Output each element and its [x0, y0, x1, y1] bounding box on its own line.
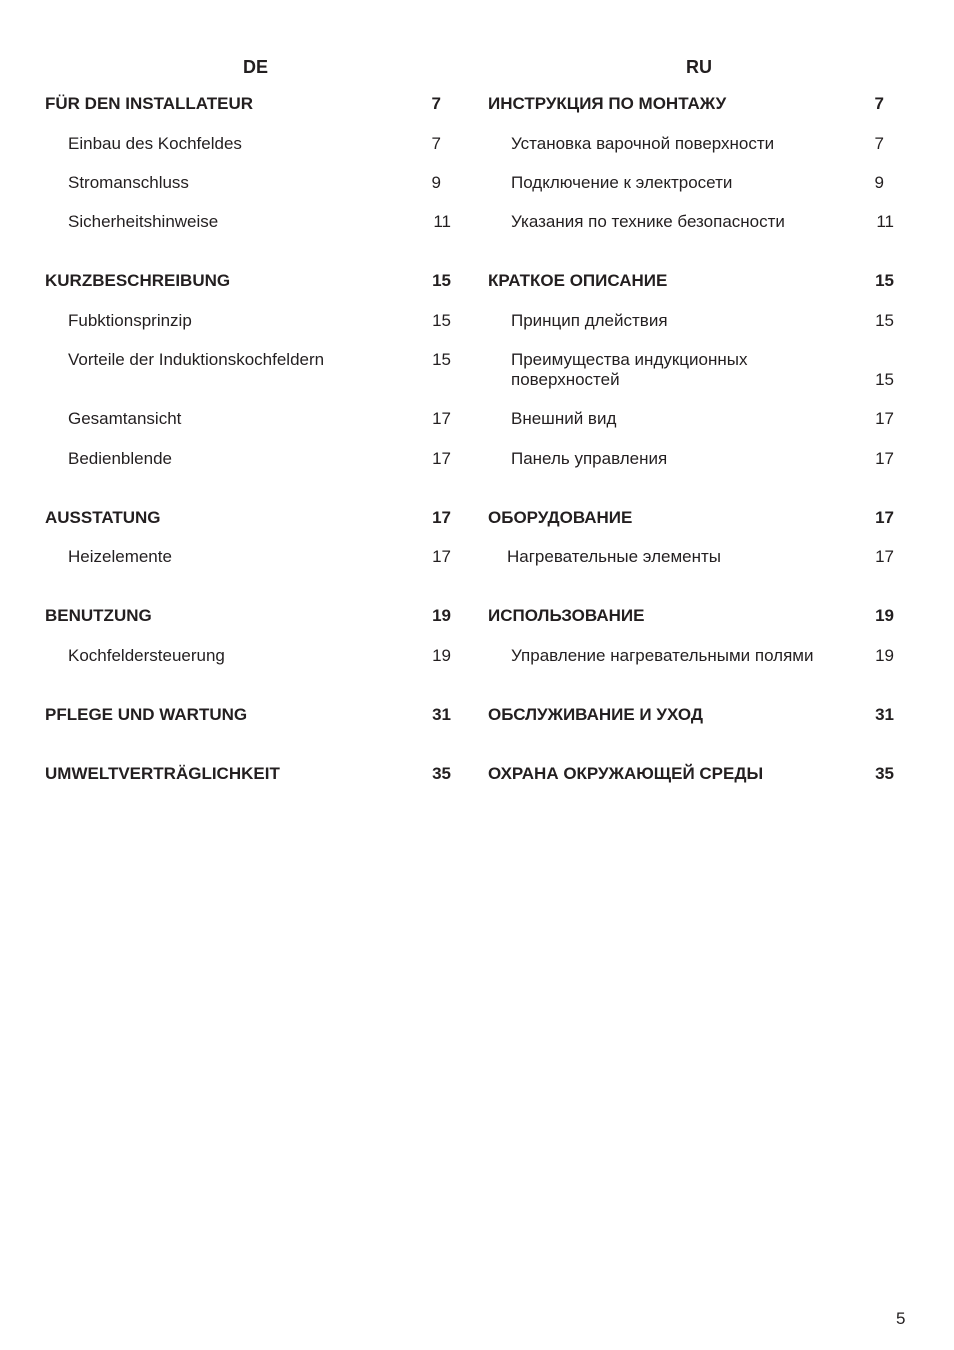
- toc-entry-label: Преимущества индукционных поверхностей: [511, 350, 748, 389]
- toc-entry-label: AUSSTATUNG: [45, 508, 161, 527]
- language-heading-de: DE: [243, 57, 269, 77]
- toc-entry-label: Внешний вид: [511, 409, 617, 428]
- toc-entry-page: 17: [875, 409, 894, 428]
- toc-entry-page: 31: [875, 705, 894, 724]
- toc-entry-page: 19: [875, 646, 894, 665]
- toc-entry-page: 7: [431, 134, 441, 153]
- toc-entry-label: Указания по технике безопасности: [511, 212, 785, 231]
- toc-entry-label: Heizelemente: [68, 547, 172, 566]
- toc-entry-page: 15: [875, 271, 894, 290]
- toc-entry-label: Stromanschluss: [68, 173, 189, 192]
- toc-entry-page: 17: [432, 508, 451, 527]
- toc-entry-page: 15: [875, 311, 894, 330]
- toc-entry-label: Kochfeldersteuerung: [68, 646, 225, 665]
- toc-entry-label: Установка варочной поверхности: [511, 134, 775, 153]
- toc-entry-page: 17: [432, 547, 451, 566]
- toc-entry-label: ОБОРУДОВАНИЕ: [488, 508, 633, 527]
- toc-entry-label: КРАТКОЕ ОПИСАНИЕ: [488, 271, 668, 290]
- toc-column-de: [0, 0, 460, 820]
- toc-entry-page: 31: [432, 705, 451, 724]
- toc-entry-page: 17: [875, 508, 894, 527]
- toc-entry-page: 11: [433, 212, 451, 231]
- toc-entry-page: 15: [875, 370, 894, 389]
- toc-entry-label: PFLEGE UND WARTUNG: [45, 705, 248, 724]
- toc-entry-page: 35: [875, 764, 894, 783]
- toc-entry-page: 17: [875, 547, 894, 566]
- toc-entry-label: ИНСТРУКЦИЯ ПО МОНТАЖУ: [488, 94, 727, 113]
- toc-entry-page: 15: [432, 350, 451, 369]
- toc-entry-page: 15: [432, 311, 451, 330]
- toc-entry-label: FÜR DEN INSTALLATEUR: [45, 94, 254, 113]
- toc-entry-page: 35: [432, 764, 451, 783]
- toc-entry-label: Нагревательные элементы: [507, 547, 722, 566]
- toc-entry-page: 17: [432, 449, 451, 468]
- toc-entry-page: 9: [874, 173, 884, 192]
- toc-entry-label: Подключение к электросети: [511, 173, 733, 192]
- toc-entry-page: 19: [875, 606, 894, 625]
- toc-entry-page: 15: [432, 271, 451, 290]
- toc-entry-page: 7: [431, 94, 441, 113]
- toc-entry-page: 17: [432, 409, 451, 428]
- page-number: 5: [896, 1309, 906, 1328]
- language-heading-ru: RU: [686, 57, 712, 77]
- toc-entry-label: Bedienblende: [68, 449, 172, 468]
- toc-entry-page: 19: [432, 606, 451, 625]
- toc-entry-label: ИСПОЛЬЗОВАНИЕ: [488, 606, 645, 625]
- toc-entry-label: Einbau des Kochfeldes: [68, 134, 242, 153]
- toc-entry-label: KURZBESCHREIBUNG: [45, 271, 231, 290]
- toc-entry-label: Gesamtansicht: [68, 409, 182, 428]
- toc-entry-label: UMWELTVERTRÄGLICHKEIT: [45, 764, 280, 783]
- toc-entry-page: 11: [876, 212, 894, 231]
- toc-entry-label: BENUTZUNG: [45, 606, 152, 625]
- toc-entry-page: 7: [874, 94, 884, 113]
- toc-entry-label: Панель управления: [511, 449, 668, 468]
- toc-entry-label: Принцип длействия: [511, 311, 668, 330]
- toc-entry-label: Vorteile der Induktionskochfeldern: [68, 350, 325, 369]
- toc-entry-label: ОБСЛУЖИВАНИЕ И УХОД: [488, 705, 703, 724]
- toc-entry-label: Sicherheitshinweise: [68, 212, 219, 231]
- toc-column-ru: [443, 0, 903, 820]
- toc-entry-page: 9: [431, 173, 441, 192]
- toc-entry-label: Управление нагревательными полями: [511, 646, 814, 665]
- toc-entry-page: 19: [432, 646, 451, 665]
- toc-entry-label: ОХРАНА ОКРУЖАЮЩЕЙ СРЕДЫ: [488, 764, 764, 783]
- toc-entry-page: 7: [874, 134, 884, 153]
- toc-entry-page: 17: [875, 449, 894, 468]
- toc-entry-label: Fubktionsprinzip: [68, 311, 192, 330]
